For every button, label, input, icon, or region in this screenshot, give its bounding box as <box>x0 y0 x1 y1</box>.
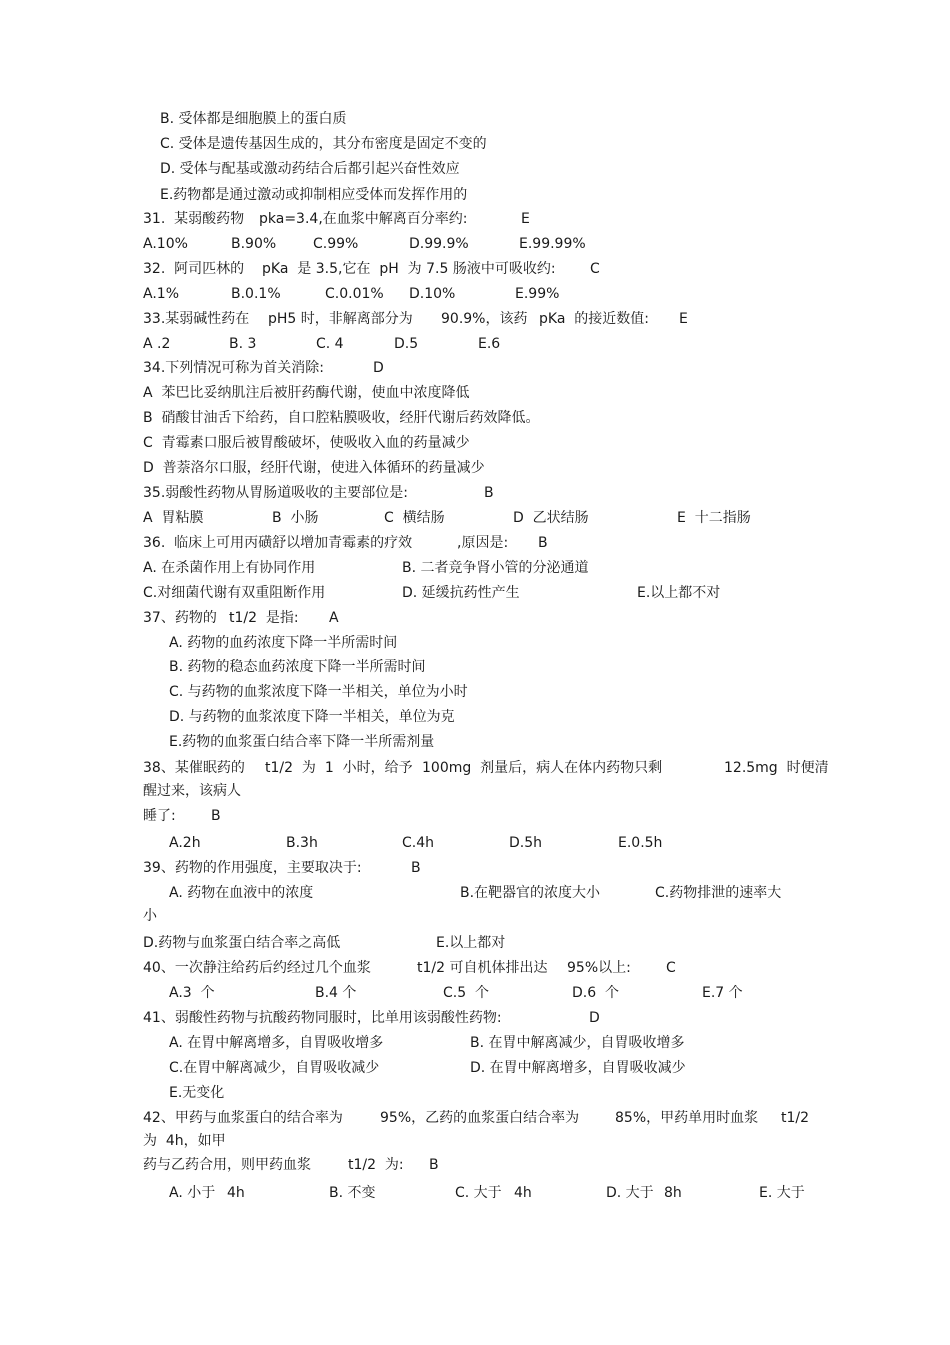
text-segment: A 苯巴比妥纳肌注后被肝药酶代谢，使血中浓度降低 <box>143 385 470 401</box>
line-q37-b <box>0 656 950 678</box>
text-segment: 8h <box>664 1185 682 1201</box>
text-segment: E.药物都是通过激动或抑制相应受体而发挥作用的 <box>160 187 468 203</box>
line-q35-opts <box>0 507 950 529</box>
text-segment: B.0.1% <box>231 286 281 302</box>
text-segment: E <box>679 311 688 327</box>
text-segment: A.10% <box>143 236 188 252</box>
line-q30-e <box>0 184 950 206</box>
text-segment: pKa 的接近数值: <box>539 311 650 327</box>
text-segment: 12.5mg 时便清 <box>724 760 829 776</box>
line-q41-cd <box>0 1057 950 1079</box>
text-segment: D.6 个 <box>572 985 620 1001</box>
line-q31 <box>0 208 950 230</box>
line-q34-d <box>0 457 950 479</box>
text-segment: B.在靶器官的浓度大小 <box>460 885 601 901</box>
line-q34-b <box>0 407 950 429</box>
line-q37 <box>0 607 950 629</box>
line-q40-opts <box>0 982 950 1004</box>
text-segment: C. 4 <box>316 336 344 352</box>
text-segment: B. 药物的稳态血药浓度下降一半所需时间 <box>169 659 426 675</box>
text-segment: pka=3.4,在血浆中解离百分率约: <box>259 211 468 227</box>
line-q34-a <box>0 382 950 404</box>
line-q33-opts <box>0 333 950 355</box>
line-q30-c <box>0 133 950 155</box>
text-segment: t1/2 是指: <box>229 610 299 626</box>
text-segment: B. 3 <box>229 336 257 352</box>
text-segment: D 乙状结肠 <box>513 510 589 526</box>
line-q42-opts <box>0 1182 950 1204</box>
text-segment: B. 不变 <box>329 1185 376 1201</box>
text-segment: C <box>666 960 676 976</box>
text-segment: ,原因是: <box>457 535 509 551</box>
text-segment: E.7 个 <box>702 985 743 1001</box>
line-q42 <box>0 1107 950 1129</box>
line-q36-ab <box>0 557 950 579</box>
text-segment: A.1% <box>143 286 179 302</box>
text-segment: E.以上都对 <box>436 935 506 951</box>
text-segment: C 青霉素口服后被胃酸破坏，使吸收入血的药量减少 <box>143 435 470 451</box>
line-q40 <box>0 957 950 979</box>
text-segment: A. 在杀菌作用上有协同作用 <box>143 560 316 576</box>
line-q36 <box>0 532 950 554</box>
line-q37-a <box>0 632 950 654</box>
text-segment: B <box>211 808 221 824</box>
line-q41 <box>0 1007 950 1029</box>
text-segment: A <box>329 610 339 626</box>
text-segment: C. 大于 <box>455 1185 502 1201</box>
text-segment: 药与乙药合用，则甲药血浆 <box>143 1157 311 1173</box>
text-segment: 38、某催眠药的 <box>143 760 245 776</box>
text-segment: B.90% <box>231 236 277 252</box>
text-segment: 37、药物的 <box>143 610 217 626</box>
text-segment: D.10% <box>409 286 456 302</box>
line-q42-cont2 <box>0 1154 950 1176</box>
text-segment: 40、一次静注给药后约经过几个血浆 <box>143 960 371 976</box>
text-segment: B.3h <box>286 835 318 851</box>
text-segment: A.2h <box>169 835 201 851</box>
text-segment: 95%，乙药的血浆蛋白结合率为 <box>380 1110 580 1126</box>
text-segment: D. 在胃中解离增多，自胃吸收减少 <box>470 1060 686 1076</box>
text-segment: t1/2 为: <box>348 1157 404 1173</box>
text-segment: 为 4h，如甲 <box>143 1133 226 1149</box>
text-segment: 90.9%，该药 <box>441 311 528 327</box>
text-segment: 31. 某弱酸药物 <box>143 211 245 227</box>
text-segment: E.以上都不对 <box>637 585 721 601</box>
line-q41-ab <box>0 1032 950 1054</box>
text-segment: t1/2 <box>781 1110 810 1126</box>
text-segment: C.99% <box>313 236 359 252</box>
text-segment: A. 在胃中解离增多，自胃吸收增多 <box>169 1035 384 1051</box>
text-segment: D <box>373 360 384 376</box>
text-segment: C <box>590 261 600 277</box>
text-segment: pH5 时，非解离部分为 <box>268 311 413 327</box>
line-q30-d <box>0 158 950 180</box>
text-segment: C.4h <box>402 835 435 851</box>
text-segment: E <box>521 211 530 227</box>
text-segment: 100mg 剂量后，病人在体内药物只剩 <box>422 760 663 776</box>
text-segment: C. 受体是遗传基因生成的，其分布密度是固定不变的 <box>160 136 487 152</box>
text-segment: D.99.9% <box>409 236 469 252</box>
line-q38-ans <box>0 805 950 827</box>
text-segment: B <box>429 1157 439 1173</box>
text-segment: B.4 个 <box>315 985 357 1001</box>
text-segment: B 小肠 <box>272 510 319 526</box>
text-segment: 32. 阿司匹林的 <box>143 261 245 277</box>
line-q38-opts <box>0 832 950 854</box>
text-segment: 4h <box>514 1185 532 1201</box>
text-segment: D. 受体与配基或激动药结合后都引起兴奋性效应 <box>160 161 460 177</box>
text-segment: D. 与药物的血浆浓度下降一半相关，单位为克 <box>169 709 455 725</box>
text-segment: E.6 <box>478 336 501 352</box>
text-segment: 85%，甲药单用时血浆 <box>615 1110 759 1126</box>
line-q39 <box>0 857 950 879</box>
line-q38 <box>0 757 950 779</box>
text-segment: B 硝酸甘油舌下给药，自口腔粘膜吸收，经肝代谢后药效降低。 <box>143 410 540 426</box>
text-segment: C. 与药物的血浆浓度下降一半相关，单位为小时 <box>169 684 468 700</box>
text-segment: A. 药物在血液中的浓度 <box>169 885 314 901</box>
text-segment: A. 小于 <box>169 1185 216 1201</box>
text-segment: E.无变化 <box>169 1085 225 1101</box>
text-segment: E 十二指肠 <box>677 510 751 526</box>
line-q35 <box>0 482 950 504</box>
text-segment: 33.某弱碱性药在 <box>143 311 250 327</box>
text-segment: B. 受体都是细胞膜上的蛋白质 <box>160 111 347 127</box>
text-segment: E. 大于 <box>759 1185 805 1201</box>
text-segment: E.0.5h <box>618 835 663 851</box>
line-q36-cde <box>0 582 950 604</box>
text-segment: 醒过来，该病人 <box>143 783 241 799</box>
text-segment: C.对细菌代谢有双重阻断作用 <box>143 585 326 601</box>
line-q37-d <box>0 706 950 728</box>
text-segment: A .2 <box>143 336 171 352</box>
text-segment: B <box>411 860 421 876</box>
text-segment: A.3 个 <box>169 985 215 1001</box>
text-segment: 小 <box>143 908 157 924</box>
text-segment: 睡了: <box>143 808 176 824</box>
line-q39-de <box>0 932 950 954</box>
text-segment: C.5 个 <box>443 985 490 1001</box>
line-q32-opts <box>0 283 950 305</box>
line-q41-e <box>0 1082 950 1104</box>
text-segment: D. 延缓抗药性产生 <box>402 585 520 601</box>
text-segment: A 胃粘膜 <box>143 510 204 526</box>
text-segment: D 普萘洛尔口服，经肝代谢，使进入体循环的药量减少 <box>143 460 485 476</box>
line-q31-opts <box>0 233 950 255</box>
line-q37-e <box>0 731 950 753</box>
line-q34-c <box>0 432 950 454</box>
text-segment: pKa 是 3.5,它在 pH 为 7.5 肠液中可吸收约: <box>262 261 556 277</box>
text-segment: E.99.99% <box>519 236 586 252</box>
line-q39-cont <box>0 905 950 927</box>
line-q42-cont <box>0 1130 950 1152</box>
line-q38-cont <box>0 780 950 802</box>
line-q33 <box>0 308 950 330</box>
line-q32 <box>0 258 950 280</box>
text-segment: A. 药物的血药浓度下降一半所需时间 <box>169 635 398 651</box>
text-segment: D.药物与血浆蛋白结合率之高低 <box>143 935 341 951</box>
text-segment: 4h <box>227 1185 245 1201</box>
text-segment: C.0.01% <box>325 286 384 302</box>
text-segment: C.药物排泄的速率大 <box>655 885 782 901</box>
text-segment: 42、甲药与血浆蛋白的结合率为 <box>143 1110 343 1126</box>
text-segment: C 横结肠 <box>384 510 445 526</box>
text-segment: 35.弱酸性药物从胃肠道吸收的主要部位是: <box>143 485 408 501</box>
text-segment: B. 在胃中解离减少，自胃吸收增多 <box>470 1035 685 1051</box>
line-q30-b <box>0 108 950 130</box>
text-segment: E.药物的血浆蛋白结合率下降一半所需剂量 <box>169 734 435 750</box>
text-segment: E.99% <box>515 286 560 302</box>
text-segment: 41、弱酸性药物与抗酸药物同服时，比单用该弱酸性药物: <box>143 1010 502 1026</box>
text-segment: 34.下列情况可称为首关消除: <box>143 360 324 376</box>
text-segment: D <box>589 1010 600 1026</box>
text-segment: B <box>538 535 548 551</box>
text-segment: C.在胃中解离减少，自胃吸收减少 <box>169 1060 380 1076</box>
text-segment: t1/2 为 1 小时，给予 <box>265 760 413 776</box>
text-segment: B. 二者竞争肾小管的分泌通道 <box>402 560 589 576</box>
text-segment: B <box>484 485 494 501</box>
line-q39-abc <box>0 882 950 904</box>
text-segment: 95%以上: <box>567 960 631 976</box>
text-segment: D. 大于 <box>606 1185 654 1201</box>
text-segment: D.5 <box>394 336 419 352</box>
text-segment: 39、药物的作用强度，主要取决于: <box>143 860 362 876</box>
line-q37-c <box>0 681 950 703</box>
text-segment: D.5h <box>509 835 543 851</box>
text-segment: 36. 临床上可用丙磺舒以增加青霉素的疗效 <box>143 535 413 551</box>
line-q34 <box>0 357 950 379</box>
text-segment: t1/2 可自机体排出达 <box>417 960 548 976</box>
